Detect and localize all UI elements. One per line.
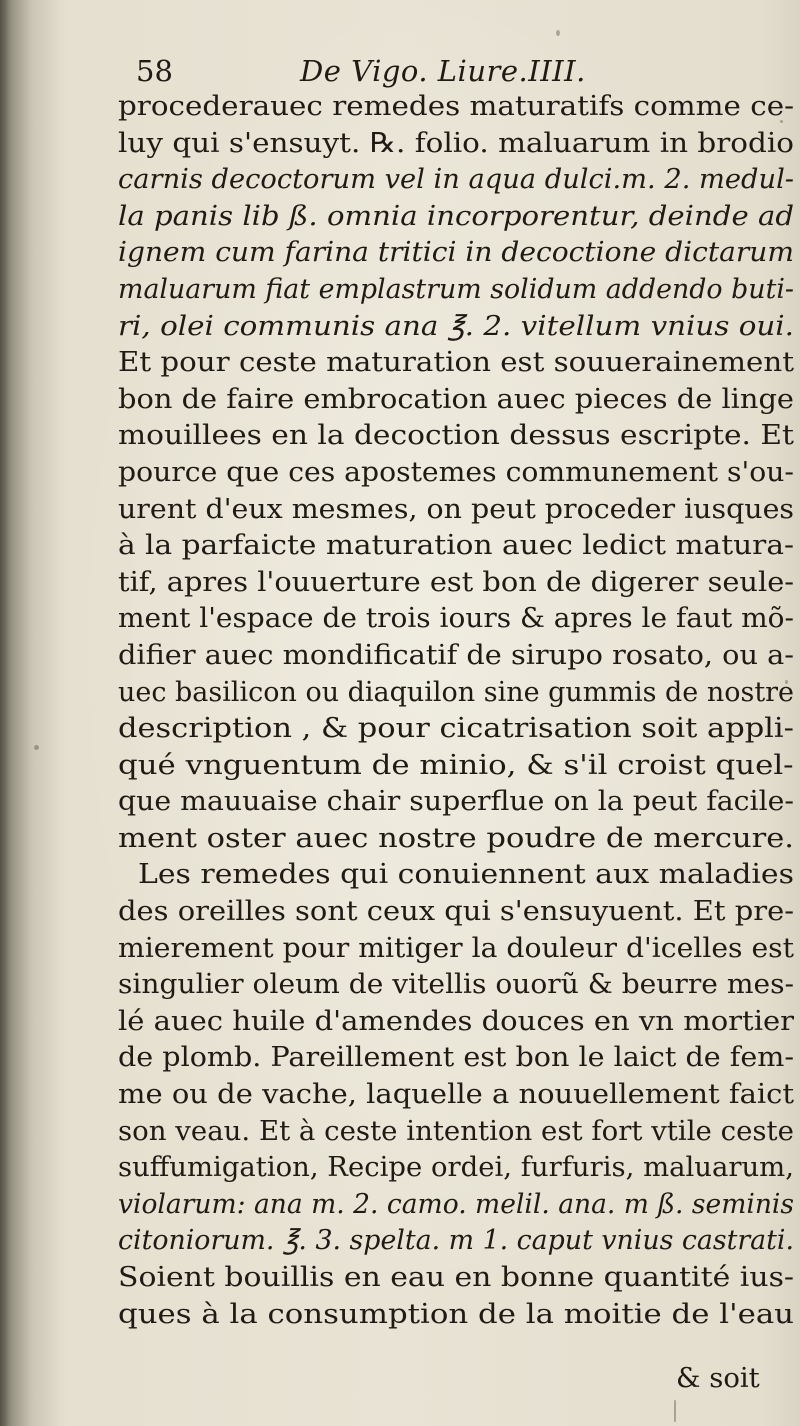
text-line: ignem cum farina tritici in decoctione dictarum bbox=[118, 236, 794, 269]
text-line: mierement pour mitiger la douleur d'icelles est bbox=[118, 931, 795, 964]
text-line: son veau. Et à ceste intention est fort vtile ceste bbox=[118, 1114, 794, 1147]
text-line: Soient bouillis en eau en bonne quantité ius- bbox=[118, 1261, 795, 1293]
binding-shadow bbox=[0, 0, 60, 1426]
text-line: uec basilicon ou diaquilon sine gummis de nostre bbox=[118, 675, 795, 708]
text-line: urent d'eux mesmes, on peut proceder iusques bbox=[118, 492, 795, 525]
text-line: carnis decoctorum vel in aqua dulci.m. 2. medul- bbox=[118, 163, 795, 196]
catchword: & soit bbox=[676, 1362, 760, 1394]
text-line: citoniorum. ℥. 3. spelta. m 1. caput vnius castrati. bbox=[118, 1224, 794, 1257]
text-line: ri, olei communis ana ℥. 2. vitellum vnius oui. bbox=[118, 309, 795, 342]
text-line: mouillees en la decoction dessus escripte. Et bbox=[118, 419, 794, 452]
text-line: bon de faire embrocation auec pieces de linge bbox=[118, 382, 795, 415]
text-line: des oreilles sont ceux qui s'ensuyuent. Et pre- bbox=[118, 895, 794, 928]
text-line: singulier oleum de vitellis ouorũ & beurre mes- bbox=[118, 968, 795, 1001]
text-line: tif, apres l'ouuerture est bon de digerer seule- bbox=[118, 565, 795, 598]
text-line: à la parfaicte maturation auec ledict matura- bbox=[118, 529, 794, 562]
text-line: maluarum fiat emplastrum solidum addendo buti- bbox=[118, 272, 794, 305]
text-line: Et pour ceste maturation est souuerainement bbox=[118, 346, 794, 379]
text-line: description , & pour cicatrisation soit appli- bbox=[118, 712, 794, 745]
ink-speck bbox=[556, 30, 560, 36]
text-line: suffumigation, Recipe ordei, furfuris, maluarum, bbox=[118, 1151, 794, 1184]
text-line: difier auec mondificatif de sirupo rosato, ou a- bbox=[118, 638, 795, 671]
text-line: pource que ces apostemes communement s'ou- bbox=[118, 455, 794, 488]
body-text bbox=[118, 88, 798, 1332]
text-line: de plomb. Pareillement est bon le laict de fem- bbox=[118, 1041, 794, 1074]
running-title: De Vigo. Liure.IIII. bbox=[300, 54, 586, 88]
text-line: qué vnguentum de minio, & s'il croist quel- bbox=[118, 748, 794, 781]
text-line: Les remedes qui conuiennent aux maladies bbox=[138, 858, 794, 891]
ink-speck bbox=[34, 745, 39, 750]
page-number: 58 bbox=[136, 54, 173, 88]
running-head bbox=[120, 50, 680, 90]
ink-speck bbox=[674, 1400, 676, 1422]
text-line: lé auec huile d'amendes douces en vn mortier bbox=[118, 1004, 795, 1037]
text-line: ment oster auec nostre poudre de mercure. bbox=[118, 821, 794, 854]
text-line: me ou de vache, laquelle a nouuellement faict bbox=[118, 1078, 795, 1111]
text-line: la panis lib ß. omnia incorporentur, deinde ad bbox=[118, 199, 795, 232]
text-line: procederauec remedes maturatifs comme ce- bbox=[118, 90, 795, 122]
text-line: luy qui s'ensuyt. ℞. folio. maluarum in brodio bbox=[118, 126, 794, 159]
text-line: ment l'espace de trois iours & apres le faut mõ- bbox=[118, 602, 794, 635]
text-line: violarum: ana m. 2. camo. melil. ana. m ß. seminis bbox=[118, 1187, 795, 1220]
text-line: ques à la consumption de la moitie de l'eau bbox=[118, 1297, 795, 1330]
text-line: que mauuaise chair superflue on la peut facile- bbox=[118, 785, 794, 818]
